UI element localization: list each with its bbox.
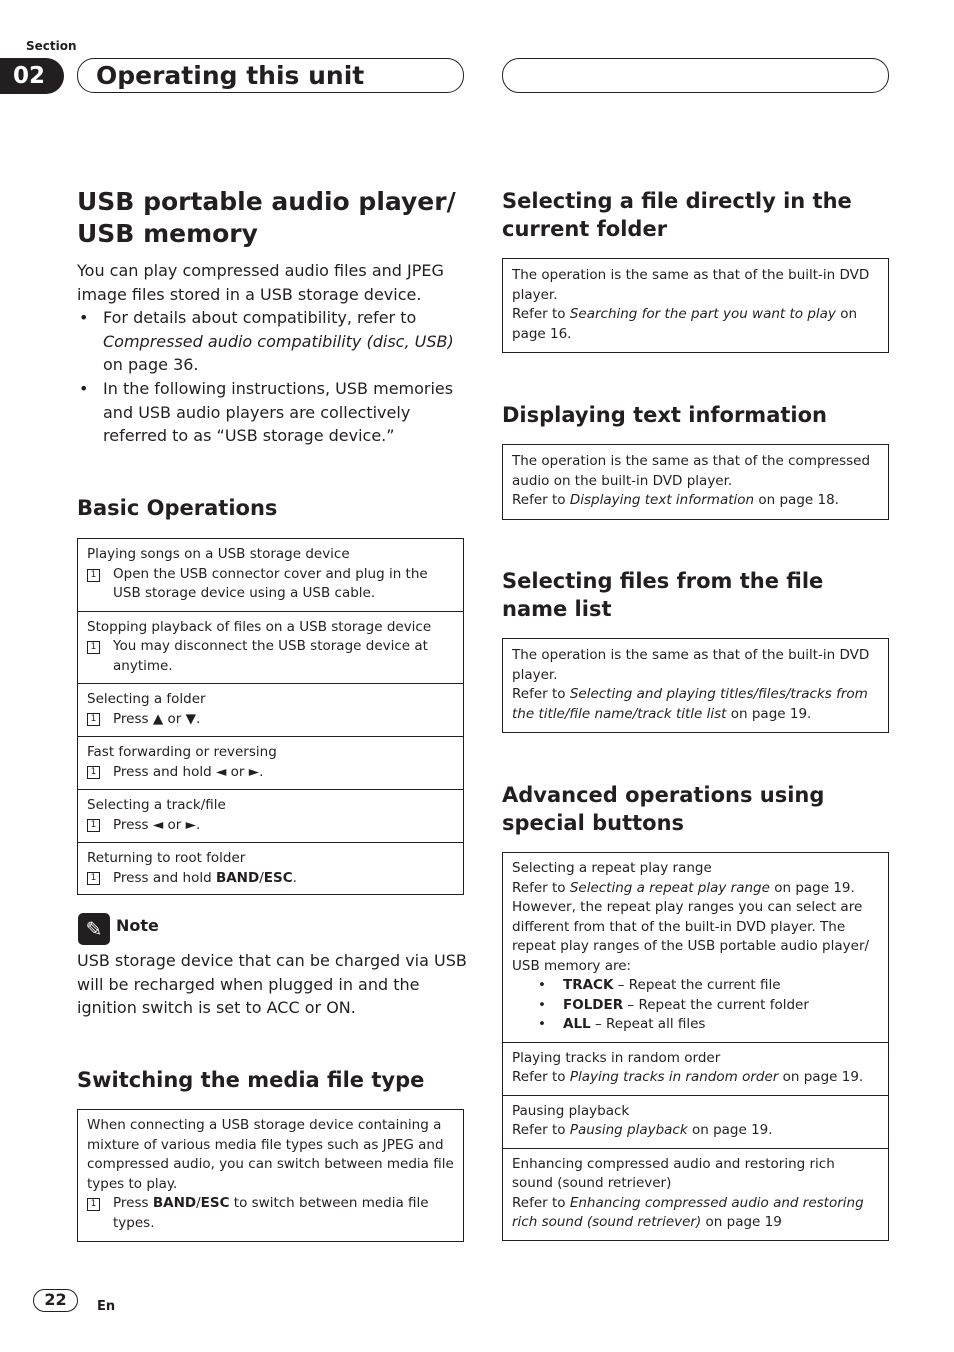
sec1-box bbox=[502, 258, 889, 353]
section-number: 02 bbox=[0, 58, 64, 94]
section-label: Section bbox=[26, 39, 77, 53]
step-number: 1 bbox=[87, 569, 100, 582]
row-title: Pausing playback bbox=[512, 1102, 630, 1119]
row-title: Playing tracks in random order bbox=[512, 1049, 721, 1066]
step bbox=[87, 868, 454, 888]
intro-bullets bbox=[77, 306, 469, 448]
step-number: 1 bbox=[87, 713, 100, 726]
table-row bbox=[503, 853, 888, 1042]
switch-box bbox=[77, 1109, 464, 1242]
table-row bbox=[78, 611, 463, 684]
key-separator: / bbox=[259, 870, 264, 886]
ref-suffix: on page 16. bbox=[512, 306, 858, 342]
ref-suffix: on page 19. bbox=[778, 1069, 864, 1085]
option-key: TRACK bbox=[563, 977, 614, 993]
esc-key: ESC bbox=[200, 1195, 230, 1211]
note-text: USB storage device that can be charged via USB will be recharged when plugged in and the ignition switch is set to ACC or ON. bbox=[77, 951, 467, 1018]
repeat-ref-line bbox=[512, 879, 879, 899]
ref-prefix: Refer to bbox=[512, 1069, 570, 1085]
switch-text: When connecting a USB storage device containing a mixture of various media file types such as JPEG and compressed audio, you can switch between media file types to play. bbox=[87, 1117, 454, 1192]
list-item bbox=[512, 976, 879, 996]
header-empty-pill bbox=[502, 58, 889, 93]
sec3-ref: Selecting and playing titles/files/tracks from the title/file name/track title list bbox=[512, 686, 868, 722]
step bbox=[87, 637, 454, 676]
ref-prefix: Refer to bbox=[512, 686, 570, 702]
row-title: Selecting a folder bbox=[87, 691, 206, 707]
page-number: 22 bbox=[33, 1289, 78, 1312]
switch-heading: Switching the media file type bbox=[77, 1068, 425, 1092]
ref-suffix: on page 19. bbox=[769, 879, 855, 896]
ref-prefix: Refer to bbox=[512, 492, 570, 508]
table-row bbox=[78, 539, 463, 611]
step-text: Press ◄ or ►. bbox=[113, 817, 201, 833]
table-row bbox=[78, 789, 463, 842]
sec2-box bbox=[502, 444, 889, 520]
band-key: BAND bbox=[215, 870, 260, 886]
basic-ops-heading: Basic Operations bbox=[77, 496, 278, 520]
step-text: Press ▲ or ▼. bbox=[113, 711, 201, 727]
note-label: Note bbox=[116, 916, 159, 935]
ref-prefix: Refer to bbox=[512, 1194, 570, 1211]
ref-prefix: Refer to bbox=[512, 879, 570, 896]
sec2-heading: Displaying text information bbox=[502, 403, 827, 427]
list-item: • In the following instructions, USB memories and USB audio players are collectively referred to as “USB storage device.” bbox=[77, 377, 469, 448]
main-title bbox=[77, 186, 467, 250]
sec2-text: The operation is the same as that of the compressed audio on the built-in DVD player. bbox=[512, 453, 871, 489]
bullet1-text: For details about compatibility, refer to bbox=[103, 308, 417, 328]
main-title-line2: USB memory bbox=[77, 219, 258, 248]
step-text: Open the USB connector cover and plug in the USB storage device using a USB cable. bbox=[113, 565, 428, 601]
sec4-heading: Advanced operations using special buttons bbox=[502, 783, 825, 835]
main-title-line1: USB portable audio player/ bbox=[77, 187, 456, 216]
step-text: Press and hold bbox=[113, 870, 216, 886]
sec1-text: The operation is the same as that of the built-in DVD player. bbox=[512, 267, 870, 303]
sec1-ref: Searching for the part you want to play bbox=[569, 306, 836, 322]
row-title: Selecting a track/file bbox=[87, 797, 226, 813]
note-icon: ✎ bbox=[78, 913, 110, 945]
step bbox=[87, 709, 454, 729]
ref-suffix: on page 19. bbox=[726, 705, 812, 722]
step bbox=[87, 1194, 454, 1233]
repeat-ref: Selecting a repeat play range bbox=[569, 879, 770, 896]
table-row bbox=[503, 1042, 888, 1095]
sec2-ref-line bbox=[512, 491, 879, 511]
language-label: En bbox=[97, 1299, 116, 1314]
table-row bbox=[78, 842, 463, 894]
sec1-heading: Selecting a file directly in the current folder bbox=[502, 189, 852, 241]
esc-key: ESC bbox=[263, 870, 293, 886]
option-desc: – Repeat all files bbox=[590, 1016, 706, 1032]
option-desc: – Repeat the current file bbox=[613, 977, 781, 993]
option-key: ALL bbox=[563, 1016, 591, 1032]
basic-ops-table bbox=[77, 538, 464, 895]
row-title: Stopping playback of files on a USB storage device bbox=[87, 618, 432, 635]
table-row bbox=[503, 1148, 888, 1240]
sec3-text: The operation is the same as that of the built-in DVD player. bbox=[512, 647, 870, 683]
pause-ref: Pausing playback bbox=[569, 1122, 688, 1138]
step bbox=[87, 762, 454, 782]
step-text: Press bbox=[113, 1195, 153, 1211]
step-number: 1 bbox=[87, 766, 100, 779]
repeat-options bbox=[512, 976, 879, 1035]
row-title: Selecting a repeat play range bbox=[512, 860, 712, 876]
list-item bbox=[512, 1015, 879, 1035]
option-desc: – Repeat the current folder bbox=[623, 996, 809, 1013]
key-separator: / bbox=[196, 1195, 201, 1211]
intro-block bbox=[77, 259, 469, 448]
advanced-ops-table bbox=[502, 852, 889, 1241]
step-text: Press and hold ◄ or ►. bbox=[113, 764, 264, 780]
step bbox=[87, 815, 454, 835]
option-key: FOLDER bbox=[563, 996, 624, 1013]
sec3-box bbox=[502, 638, 889, 733]
ref-prefix: Refer to bbox=[512, 306, 570, 322]
bullet1-page: on page 36. bbox=[103, 355, 199, 375]
repeat-text: However, the repeat play ranges you can select are different from that of the built-in DVD player. The repeat play ranges of the USB portable audio player/ USB memory are: bbox=[512, 899, 870, 974]
row-title: Enhancing compressed audio and restoring rich sound (sound retriever) bbox=[512, 1155, 835, 1191]
random-ref-line bbox=[512, 1068, 879, 1088]
step-text: You may disconnect the USB storage device at anytime. bbox=[113, 638, 428, 674]
ref-prefix: Refer to bbox=[512, 1122, 570, 1138]
enhance-ref: Enhancing compressed audio and restoring rich sound (sound retriever) bbox=[512, 1194, 864, 1230]
enhance-ref-line bbox=[512, 1194, 879, 1233]
step-number: 1 bbox=[87, 641, 100, 654]
ref-suffix: on page 18. bbox=[754, 492, 839, 508]
table-row bbox=[78, 736, 463, 789]
step-number: 1 bbox=[87, 819, 100, 832]
bullet1-ref: Compressed audio compatibility (disc, USB) bbox=[103, 331, 454, 351]
ref-suffix: on page 19 bbox=[701, 1214, 782, 1230]
band-key: BAND bbox=[152, 1195, 197, 1211]
list-item bbox=[512, 996, 879, 1016]
sec3-heading: Selecting files from the file name list bbox=[502, 569, 824, 621]
step-suffix: to switch between media file types. bbox=[113, 1195, 429, 1231]
pause-ref-line bbox=[512, 1121, 879, 1141]
row-title: Returning to root folder bbox=[87, 850, 246, 866]
step-suffix: . bbox=[292, 870, 297, 886]
ref-suffix: on page 19. bbox=[687, 1122, 773, 1138]
row-title: Fast forwarding or reversing bbox=[87, 744, 277, 760]
row-title: Playing songs on a USB storage device bbox=[87, 546, 350, 562]
random-ref: Playing tracks in random order bbox=[569, 1069, 779, 1085]
table-row bbox=[503, 1095, 888, 1148]
section-title: Operating this unit bbox=[77, 58, 464, 93]
table-row bbox=[78, 683, 463, 736]
step-number: 1 bbox=[87, 872, 100, 885]
sec3-ref-line bbox=[512, 685, 879, 724]
step-number: 1 bbox=[87, 1198, 100, 1211]
step bbox=[87, 565, 454, 604]
intro-text: You can play compressed audio files and JPEG image files stored in a USB storage device. bbox=[77, 261, 444, 304]
sec2-ref: Displaying text information bbox=[569, 492, 755, 508]
list-item bbox=[77, 306, 469, 377]
sec1-ref-line bbox=[512, 305, 879, 344]
